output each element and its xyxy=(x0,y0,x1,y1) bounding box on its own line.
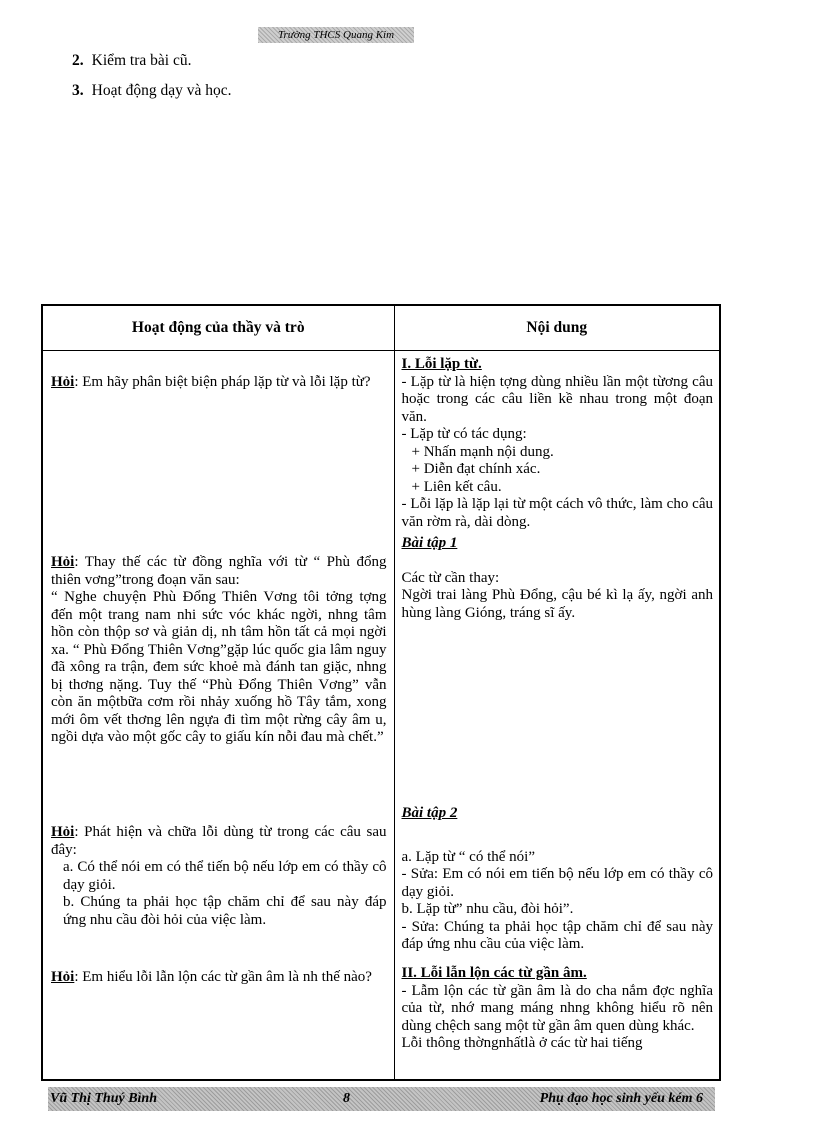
outline-item: 2. Kiểm tra bài cũ. xyxy=(72,52,192,69)
outline-item: 3. Hoạt động dạy và học. xyxy=(72,82,232,99)
page-footer xyxy=(48,1087,715,1111)
activities-cell xyxy=(42,351,394,1081)
question-1: Hỏi: Em hãy phân biệt biện pháp lặp từ và lỗi lặp từ? xyxy=(51,374,371,390)
passage-text: “ Nghe chuyện Phù Đổng Thiên Vơng tôi tởng tợng đến một trang nam nhi sức vóc khác ngời, nhng tâm hồn còn thộp sơ và giản dị, nh tâm hồn tất cả mọi ngời xa. “ Phù Đổng Thiên Vơng”gặp lúc quốc gia lâm nguy đã xông ra trận, đem sức khoẻ mà đánh tan giặc, nhng bị thơng nặng. Tuy thế “Phù Đổng Thiên Vơng” vẫn còn ăn mộtbữa cơm rồi nhảy xuống hồ Tây tắm, xong mới ôm vết thơng lên ngựa đi tìm một rừng cây âm u, ngồi dựa vào một gốc cây to giấu kín nỗi đau mà chết.” xyxy=(51,589,387,745)
column-header-content: Nội dung xyxy=(394,305,720,351)
lesson-table xyxy=(41,304,721,1081)
section-title: I. Lỗi lặp từ. xyxy=(401,356,482,372)
section-lap-tu: I. Lỗi lặp từ. - Lặp từ là hiện tợng dùng nhiều lần một từơng câu hoặc trong các câu liền kề nhau trong một đoạn văn. - Lặp từ có tác dụng: + Nhấn mạnh nội dung. + Diễn đạt chính xác. + Liên kết câu. - Lỗi lặp là lặp lại từ một cách vô thức, làm cho câu văn rờm rà, dài dòng. xyxy=(401,356,713,530)
question-3: Hỏi: Phát hiện và chữa lỗi dùng từ trong các câu sau đây: a. Có thể nói em có thể tiến bộ nếu lớp em có thầy cô dạy giỏi. b. Chúng ta phải học tập chăm chỉ để sau này đáp ứng nhu cầu đòi hỏi của việc làm. xyxy=(51,824,387,928)
footer-title: Phụ đạo học sinh yếu kém 6 xyxy=(539,1091,703,1106)
exercise-1: Bài tập 1 Các từ cần thay: Ngời trai làng Phù Đổng, cậu bé kì lạ ấy, ngời anh hùng làng Gióng, tráng sĩ ấy. xyxy=(401,535,713,621)
exercise-title: Bài tập 2 xyxy=(401,805,458,821)
footer-author: Vũ Thị Thuý Bình xyxy=(50,1091,157,1106)
section-title: II. Lỗi lẫn lộn các từ gần âm. xyxy=(401,965,587,981)
page-header: Trường THCS Quang Kim xyxy=(258,27,414,43)
question-2: Hỏi: Thay thế các từ đồng nghĩa với từ “ Phù đổng thiên vơng”trong đoạn văn sau: “ Nghe chuyện Phù Đổng Thiên Vơng tôi tởng tợng đến một trang nam nhi sức vóc khác ngời, nhng tâm hồn còn thộp sơ và giản dị, nh tâm hồn tất cả mọi ngời xa. “ Phù Đổng Thiên Vơng”gặp lúc quốc gia lâm nguy đã xông ra trận, đem sức khoẻ mà đánh tan giặc, nhng bị thơng nặng. Tuy thế “Phù Đổng Thiên Vơng” vẫn còn ăn mộtbữa cơm rồi nhảy xuống hồ Tây tắm, xong mới ôm vết thơng lên ngựa đi tìm một rừng cây âm u, ngồi dựa vào một gốc cây to giấu kín nỗi đau mà chết.” xyxy=(51,554,387,745)
page-number: 8 xyxy=(343,1091,350,1106)
question-4: Hỏi: Em hiểu lỗi lẫn lộn các từ gần âm là nh thế nào? xyxy=(51,969,372,985)
content-cell xyxy=(394,351,720,1081)
exercise-2: Bài tập 2 a. Lặp từ “ có thể nói” - Sửa: Em có nói em tiến bộ nếu lớp em có thầy cô dạy giỏi. b. Lặp từ” nhu cầu, đòi hỏi”. - Sửa: Chúng ta phải học tập chăm chỉ để sau này đáp ứng nhu cầu của việc làm. xyxy=(401,805,713,952)
exercise-title: Bài tập 1 xyxy=(401,535,458,551)
section-lan-lon: II. Lỗi lẫn lộn các từ gần âm. - Lẫm lộn các từ gần âm là do cha nắm đợc nghĩa của từ, nhớ mang máng nhng không hiểu rõ nên dùng chệch sang một từ gần âm quen dùng khác. Lỗi thông thờngnhấtlà ở các từ hai tiếng xyxy=(401,965,713,1051)
column-header-activities: Hoạt động của thầy và trò xyxy=(42,305,394,351)
